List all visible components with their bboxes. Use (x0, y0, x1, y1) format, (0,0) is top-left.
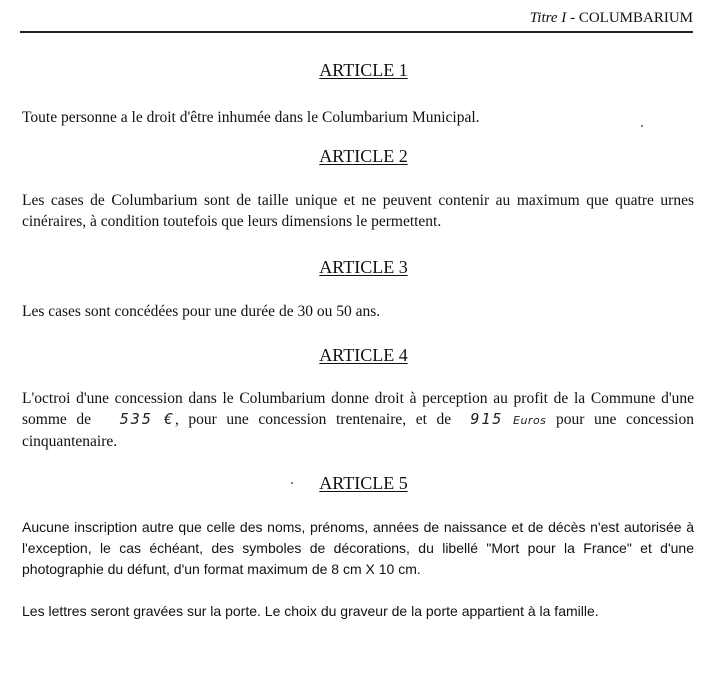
article-2-heading (0, 146, 727, 166)
article-2-heading-text: ARTICLE 2 (319, 146, 408, 166)
article-4-text-part2: , pour une concession trentenaire, et de (174, 411, 452, 428)
article-1-text: Toute personne a le droit d'être inhumée dans le Columbarium Municipal. (22, 109, 480, 126)
article-2-text: Les cases de Columbarium sont de taille unique et ne peuvent contenir au maximum que quatre urnes cinéraires, à condition toutefois que leurs dimensions le permettent. (22, 192, 694, 230)
scan-speck (291, 482, 293, 484)
scan-speck (641, 125, 643, 127)
article-4-text-part3: pour une concession cinquantenaire. (22, 411, 694, 450)
article-3-heading (0, 257, 727, 277)
header-title-prefix: Titre I (529, 10, 567, 26)
header-rule (20, 31, 693, 33)
article-5-heading-text: ARTICLE 5 (319, 473, 408, 493)
article-5-paragraph-1: Aucune inscription autre que celle des noms, prénoms, années de naissance et de décès n'est autorisée à l'exception, le cas échéant, des symboles de décorations, du libellé "Mort pour la France" et d'une photographie du défunt, d'un format maximum de 8 cm X 10 cm. (22, 519, 694, 577)
handwritten-amount-cinquantenaire: 915 (470, 410, 504, 428)
article-3-text: Les cases sont concédées pour une durée de 30 ou 50 ans. (22, 303, 381, 320)
article-1-heading (0, 60, 727, 80)
article-4-text (22, 388, 694, 452)
header-title-separator: - (566, 10, 579, 26)
article-1-heading-text: ARTICLE 1 (319, 60, 408, 80)
article-4-text-part1: L'octroi d'une concession dans le Columbarium donne droit à perception au profit de la Commune d'une somme de (22, 390, 694, 428)
running-header (530, 10, 693, 27)
article-5-heading (0, 473, 727, 493)
article-4-heading-text: ARTICLE 4 (319, 345, 408, 365)
article-4-heading (0, 345, 727, 365)
handwritten-unit-euros: Euros (513, 414, 547, 427)
article-5-paragraph-2: Les lettres seront gravées sur la porte. Le choix du graveur de la porte appartient à la famille. (22, 603, 599, 619)
article-3-heading-text: ARTICLE 3 (319, 257, 408, 277)
handwritten-amount-trentenaire: 535 € (119, 410, 175, 428)
header-title-name: COLUMBARIUM (578, 10, 693, 26)
